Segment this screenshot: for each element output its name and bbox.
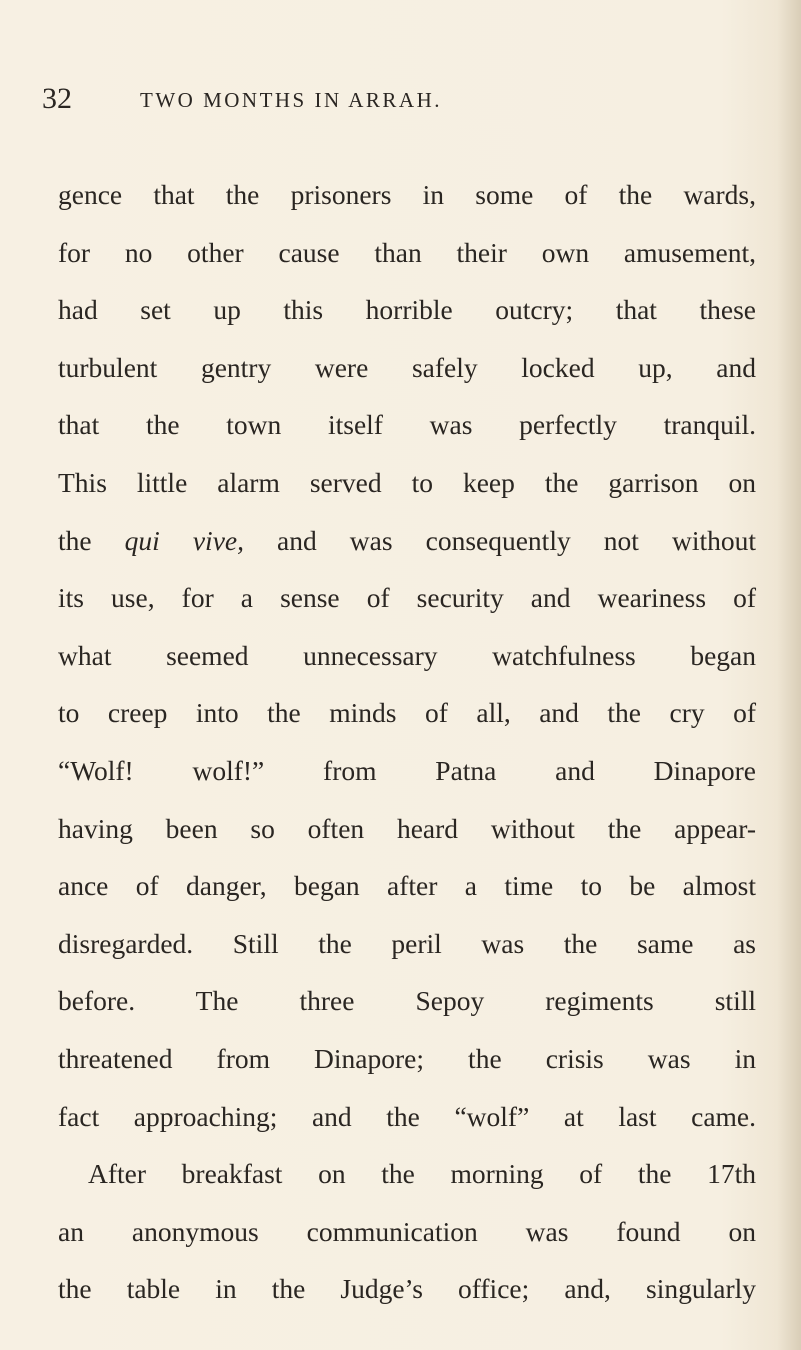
text-line: ance of danger, began after a time to be almost	[58, 870, 756, 902]
text-line: having been so often heard without the appear-	[58, 812, 756, 844]
text-line	[58, 516, 756, 574]
text-line: its use, for a sense of security and weariness of	[58, 582, 756, 614]
text-line: fact approaching; and the “wolf” at last came.	[58, 1100, 756, 1132]
text-line: before. The three Sepoy regiments still	[58, 985, 756, 1017]
text-line: threatened from Dinapore; the crisis was in	[58, 1042, 756, 1074]
italic-phrase: qui vive,	[124, 524, 244, 556]
paragraph-start-line: After breakfast on the morning of the 17th	[88, 1158, 756, 1190]
text-line: what seemed unnecessary watchfulness began	[58, 639, 756, 671]
text-line: an anonymous communication was found on	[58, 1215, 756, 1247]
text-segment: the	[58, 524, 125, 556]
text-line: “Wolf! wolf!” from Patna and Dinapore	[58, 754, 756, 786]
text-line: the table in the Judge’s office; and, singularly	[58, 1273, 756, 1305]
text-line: to creep into the minds of all, and the cry of	[58, 697, 756, 729]
text-line: gence that the prisoners in some of the wards,	[58, 179, 756, 210]
running-title: TWO MONTHS IN ARRAH.	[140, 88, 442, 112]
text-line: for no other cause than their own amusement,	[58, 236, 756, 268]
body-text	[58, 170, 756, 1322]
page-header	[42, 82, 755, 122]
text-line: This little alarm served to keep the garrison on	[58, 466, 756, 498]
text-segment: and was consequently not without	[243, 524, 756, 556]
text-line: turbulent gentry were safely locked up, and	[58, 351, 756, 383]
text-line: had set up this horrible outcry; that these	[58, 294, 756, 326]
text-line: that the town itself was perfectly tranquil.	[58, 409, 756, 441]
text-line: disregarded. Still the peril was the same as	[58, 927, 756, 959]
page-number: 32	[42, 82, 72, 115]
